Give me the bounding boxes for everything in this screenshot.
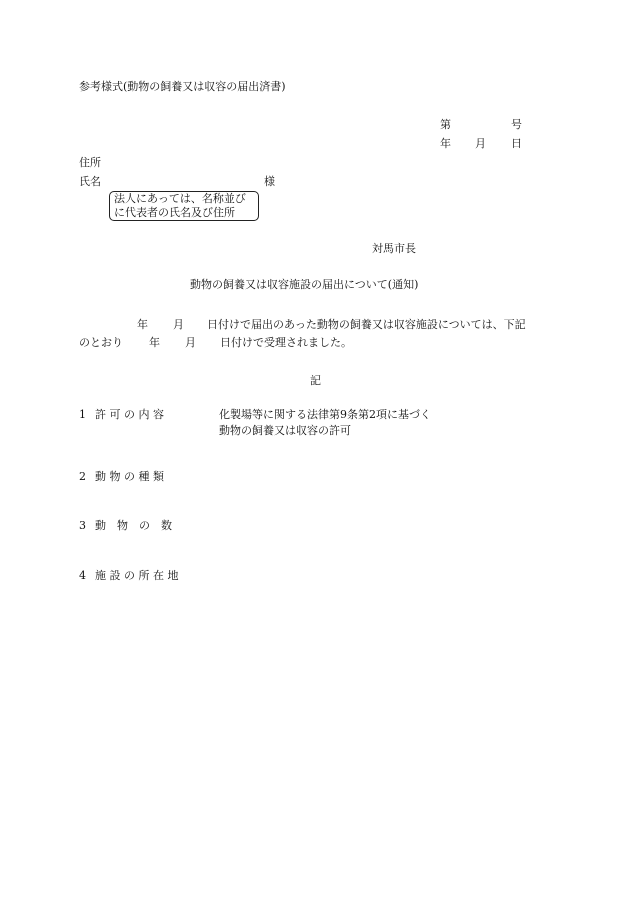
body-line2-month: 月 bbox=[185, 336, 196, 349]
date-year: 年 bbox=[440, 137, 451, 150]
body-line2-text: 日付けで受理されました。 bbox=[220, 336, 352, 349]
item-1-number: 1 bbox=[79, 408, 86, 421]
body-line1-text: 日付けで届出のあった動物の飼養又は収容施設については、下記 bbox=[207, 318, 526, 331]
body-line1-year: 年 bbox=[137, 318, 148, 331]
item-4-number: 4 bbox=[79, 569, 86, 582]
item-2-number: 2 bbox=[79, 470, 86, 483]
item-1-value-line2: 動物の飼養又は収容の許可 bbox=[219, 424, 351, 437]
item-4-label: 施 設 の 所 在 地 bbox=[95, 569, 179, 582]
form-title: 参考様式(動物の飼養又は収容の届出済書) bbox=[79, 80, 286, 93]
date-month: 月 bbox=[475, 137, 486, 150]
document-subject: 動物の飼養又は収容施設の届出について(通知) bbox=[190, 278, 419, 291]
corporate-note-line1: 法人にあっては、名称並び bbox=[114, 192, 246, 205]
body-line2-lead: のとおり bbox=[79, 336, 123, 349]
name-label: 氏名 bbox=[79, 175, 101, 188]
body-line1-month: 月 bbox=[173, 318, 184, 331]
item-3-number: 3 bbox=[79, 519, 86, 532]
ki-heading: 記 bbox=[310, 374, 321, 387]
body-line2-year: 年 bbox=[149, 336, 160, 349]
item-2-label: 動 物 の 種 類 bbox=[95, 470, 164, 483]
number-prefix: 第 bbox=[440, 118, 451, 131]
number-suffix: 号 bbox=[511, 118, 522, 131]
item-1-label: 許 可 の 内 容 bbox=[95, 408, 164, 421]
corporate-note-line2: に代表者の氏名及び住所 bbox=[114, 206, 235, 219]
honorific: 様 bbox=[264, 175, 275, 188]
item-3-label: 動 物 の 数 bbox=[95, 519, 172, 532]
address-label: 住所 bbox=[79, 156, 101, 169]
issuer: 対馬市長 bbox=[372, 242, 416, 255]
date-day: 日 bbox=[511, 137, 522, 150]
item-1-value-line1: 化製場等に関する法律第9条第2項に基づく bbox=[219, 408, 431, 421]
